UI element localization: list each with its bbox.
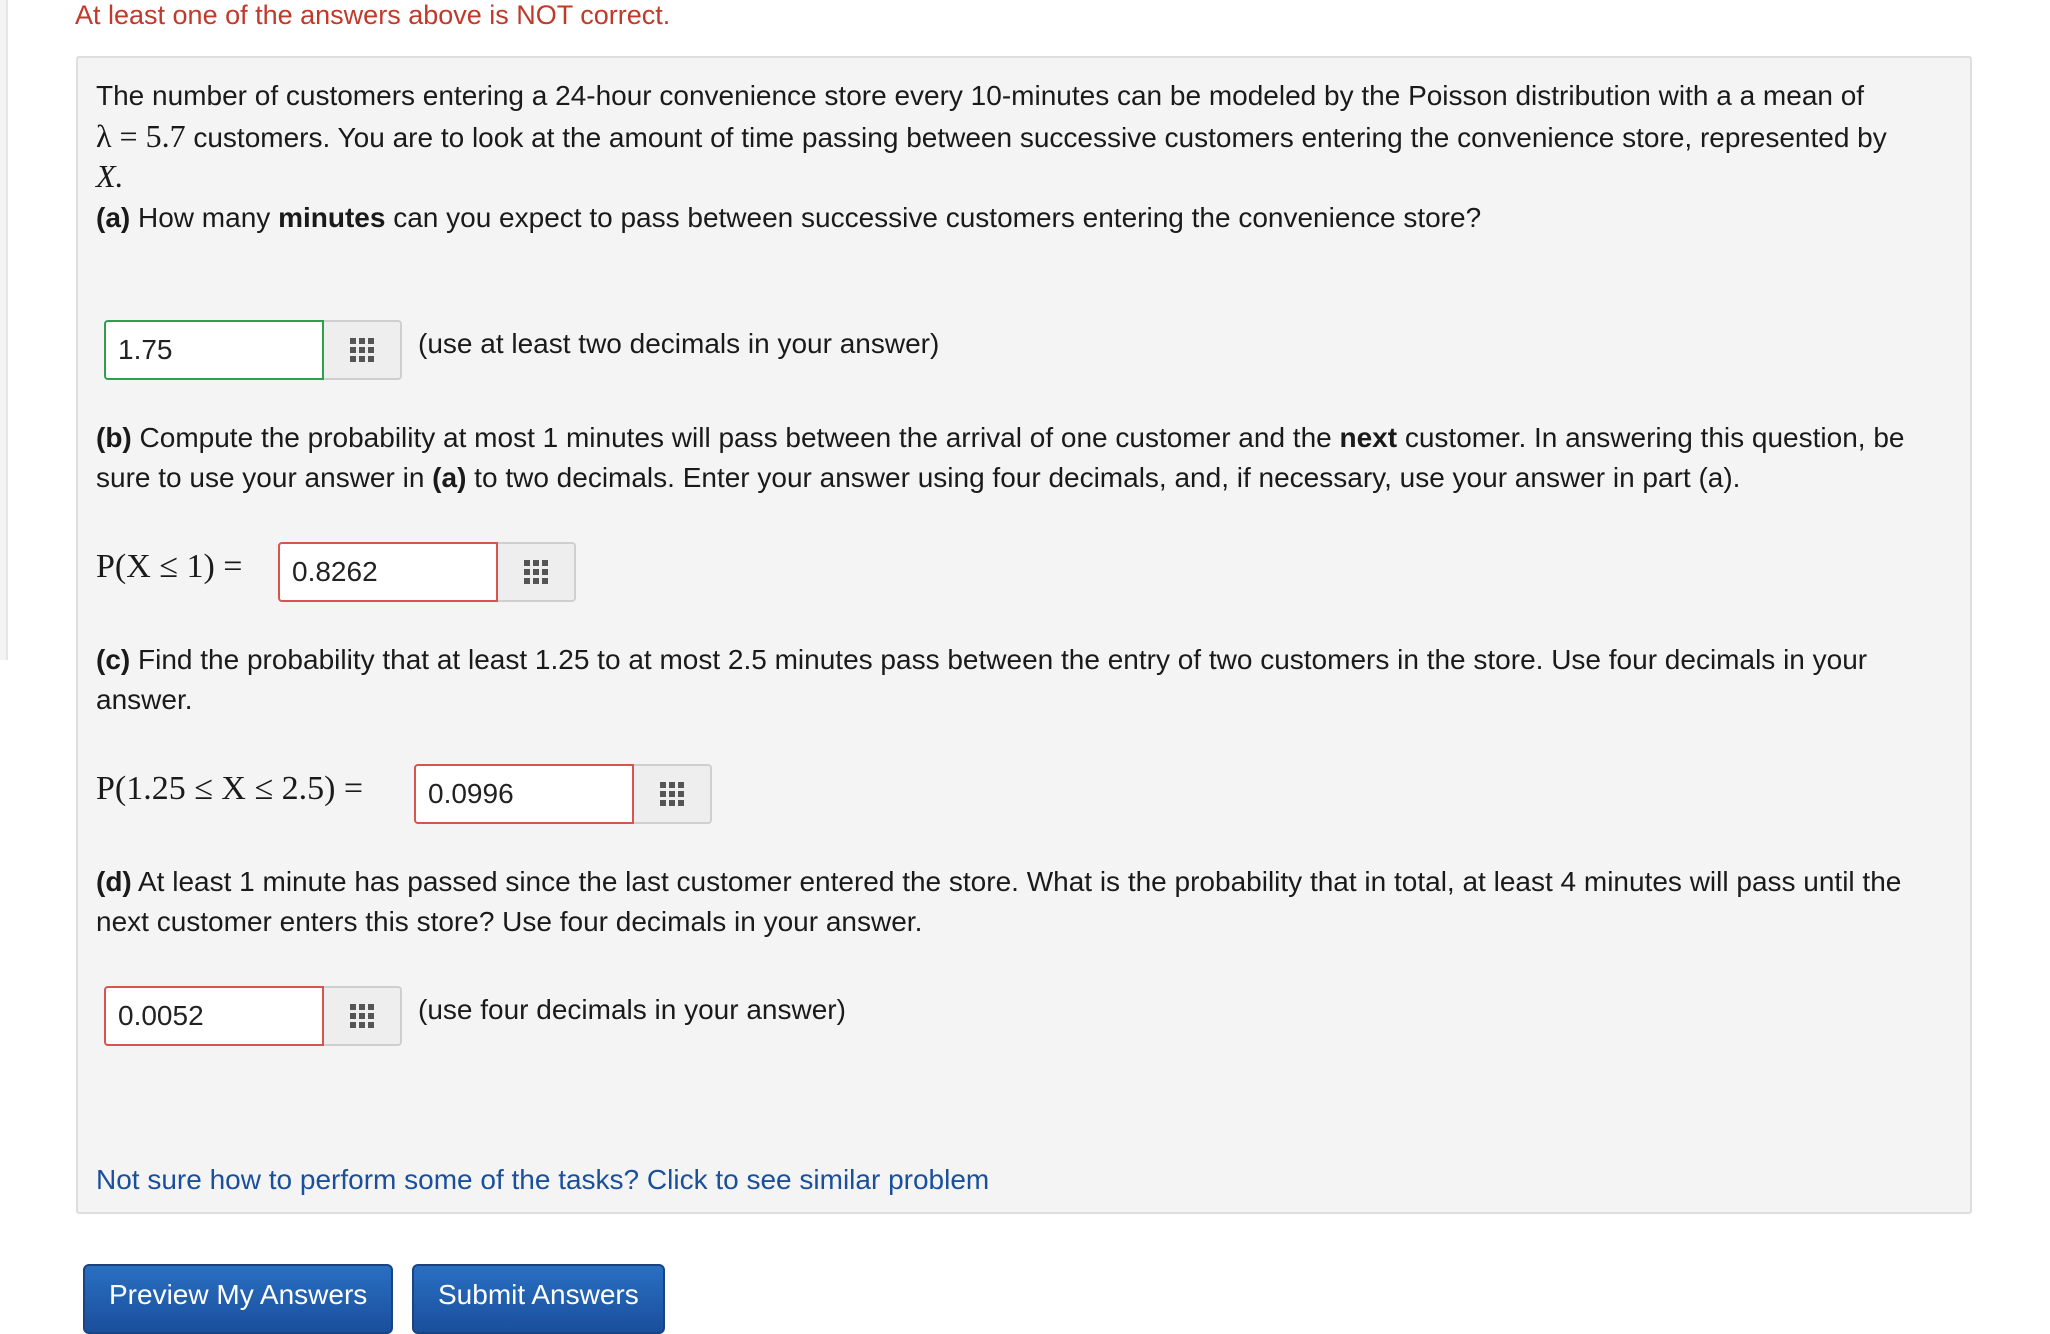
part-a-label: (a) bbox=[96, 202, 131, 233]
part-c-expression: P(1.25 ≤ X ≤ 2.5) = bbox=[96, 770, 364, 807]
part-a-text-post: can you expect to pass between successive customers entering the convenience store? bbox=[385, 202, 1482, 233]
random-variable: X. bbox=[96, 158, 124, 194]
part-b-grid-button[interactable] bbox=[498, 542, 576, 602]
part-b-line-1 bbox=[96, 418, 1904, 458]
part-c-input[interactable]: 0.0996 bbox=[414, 764, 634, 824]
part-b-line-1-post: customer. In answering this question, be bbox=[1397, 422, 1905, 453]
grid-icon bbox=[350, 338, 374, 362]
part-a-grid-button[interactable] bbox=[324, 320, 402, 380]
part-b-line-2-post: to two decimals. Enter your answer using four decimals, and, if necessary, use your answer in part (a). bbox=[466, 462, 1741, 493]
part-c-line-2: answer. bbox=[96, 684, 193, 715]
part-c-label: (c) bbox=[96, 644, 131, 675]
part-a-input[interactable]: 1.75 bbox=[104, 320, 324, 380]
part-a-text bbox=[96, 198, 1481, 238]
part-d-line-1 bbox=[96, 862, 1901, 902]
part-b-line-2-bold: (a) bbox=[432, 462, 467, 493]
intro-line-2-text: customers. You are to look at the amount of time passing between successive customers entering the convenience store, represented by bbox=[185, 122, 1887, 153]
submit-answers-button[interactable]: Submit Answers bbox=[412, 1264, 665, 1334]
preview-answers-button[interactable]: Preview My Answers bbox=[83, 1264, 393, 1334]
grid-icon bbox=[350, 1004, 374, 1028]
part-d-label: (d) bbox=[96, 866, 132, 897]
part-b-label: (b) bbox=[96, 422, 132, 453]
intro-line-3 bbox=[96, 156, 124, 198]
part-b-answer-field bbox=[278, 542, 576, 602]
part-c-line-1-text: Find the probability that at least 1.25 to at most 2.5 minutes pass between the entry of two customers in the store. Use four decimals in your bbox=[130, 644, 1868, 675]
part-b-line-2-pre: sure to use your answer in bbox=[96, 462, 433, 493]
part-b-expression: P(X ≤ 1) = bbox=[96, 548, 243, 585]
part-d-answer-field bbox=[104, 986, 402, 1046]
intro-line-1: The number of customers entering a 24-hour convenience store every 10-minutes can be modeled by the Poisson distribution with a a mean of bbox=[96, 80, 1865, 111]
left-rule bbox=[0, 0, 8, 660]
part-a-hint: (use at least two decimals in your answer) bbox=[418, 328, 940, 359]
part-b-bold: next bbox=[1339, 422, 1398, 453]
part-d-input[interactable]: 0.0052 bbox=[104, 986, 324, 1046]
part-a-text-pre: How many bbox=[130, 202, 279, 233]
part-c-answer-field bbox=[414, 764, 712, 824]
part-d-hint: (use four decimals in your answer) bbox=[418, 994, 846, 1025]
part-b-line-1-pre: Compute the probability at most 1 minutes will pass between the arrival of one customer and the bbox=[131, 422, 1340, 453]
intro-line-2 bbox=[96, 116, 1887, 158]
lambda-expr: λ = 5.7 bbox=[96, 118, 186, 154]
part-d-line-1-text: At least 1 minute has passed since the last customer entered the store. What is the probability that in total, at least 4 minutes will pass until the bbox=[131, 866, 1902, 897]
part-a-answer-field bbox=[104, 320, 402, 380]
part-b-line-2 bbox=[96, 458, 1740, 498]
similar-problem-link[interactable]: Not sure how to perform some of the tasks? Click to see similar problem bbox=[96, 1164, 990, 1195]
problem-card bbox=[76, 56, 1972, 1214]
part-a-bold: minutes bbox=[278, 202, 386, 233]
answer-status-alert: At least one of the answers above is NOT correct. bbox=[75, 0, 671, 30]
grid-icon bbox=[524, 560, 548, 584]
part-d-grid-button[interactable] bbox=[324, 986, 402, 1046]
part-b-input[interactable]: 0.8262 bbox=[278, 542, 498, 602]
part-c-grid-button[interactable] bbox=[634, 764, 712, 824]
grid-icon bbox=[660, 782, 684, 806]
part-c-line-1 bbox=[96, 640, 1867, 680]
part-d-line-2: next customer enters this store? Use four decimals in your answer. bbox=[96, 906, 923, 937]
